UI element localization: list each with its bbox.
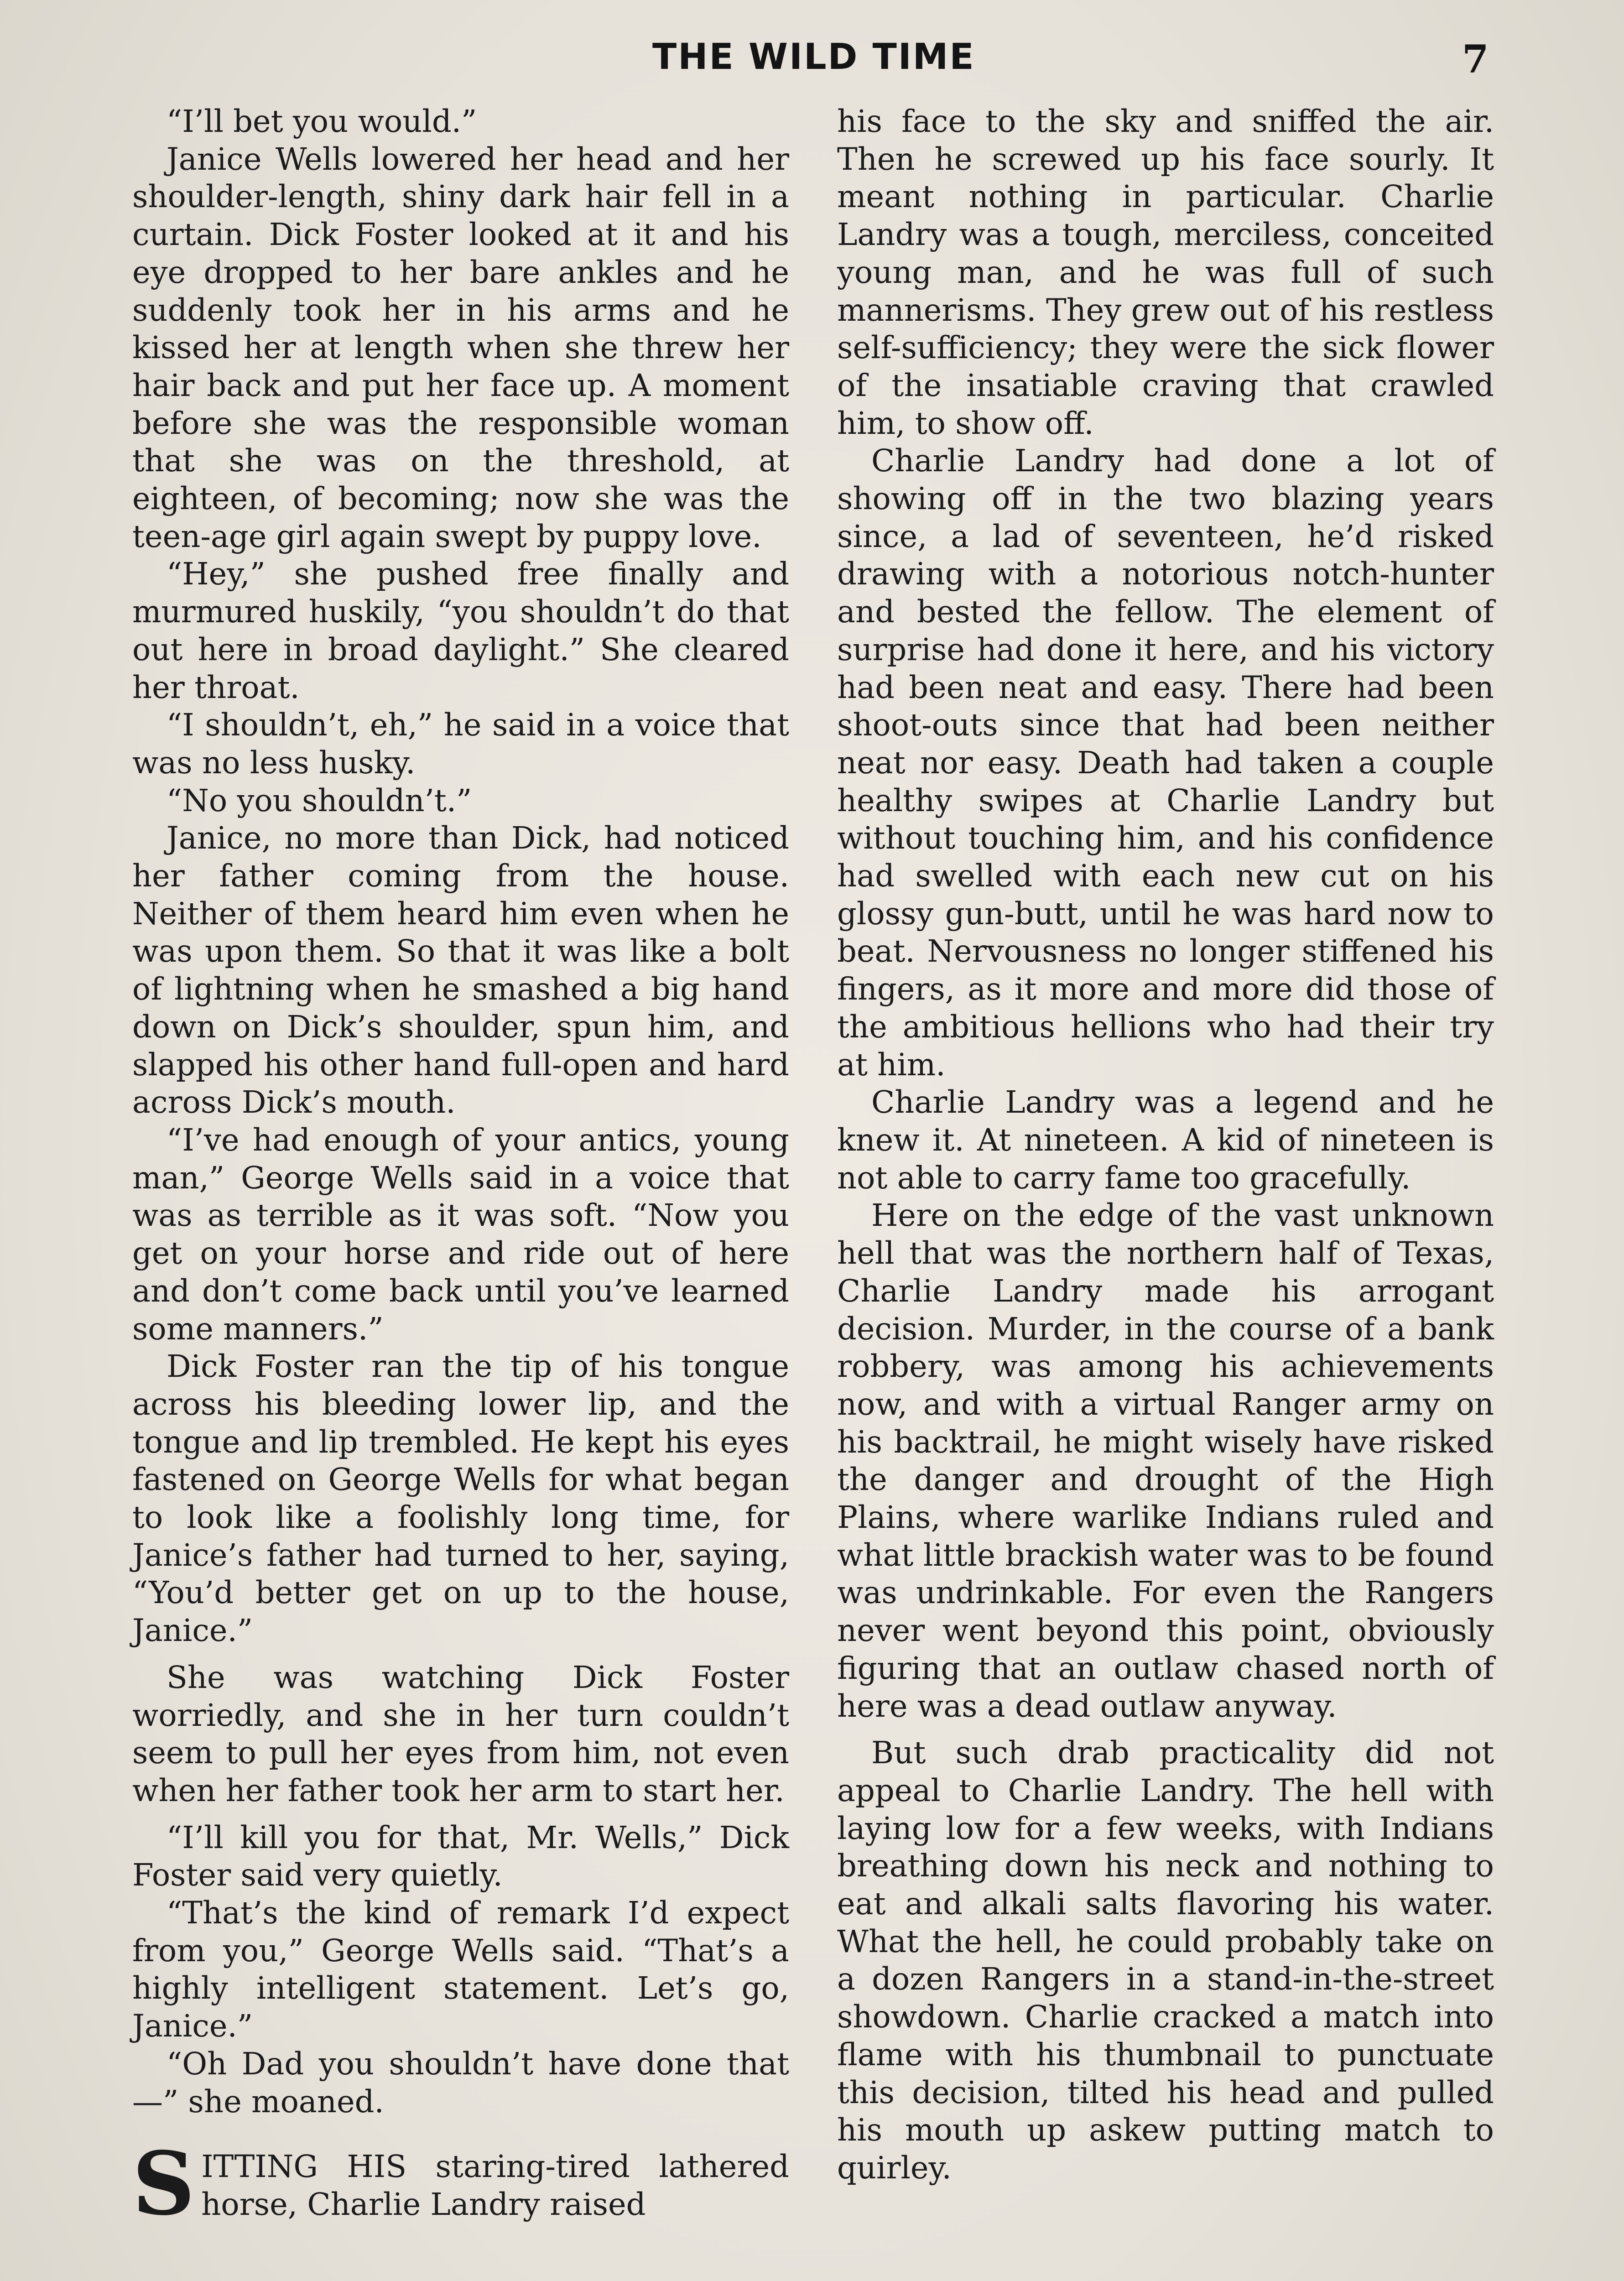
page-number: 7 (1462, 36, 1489, 82)
paragraph: “I’ll kill you for that, Mr. Wells,” Dick Foster said very quietly. (132, 1819, 789, 1893)
paragraph: Here on the edge of the vast unknown hell that was the northern half of Texas, Charlie Landry made his arrogant decision. Murder, in the course of a bank robbery, was among his achievements now, and with a virtual Ranger army on his backtrail, he might wisely have risked the danger and drought of the High Plains, where warlike Indians ruled and what little brackish water was to be found was undrinkable. For even the Rangers never went beyond this point, obviously figuring that an outlaw chased north of here was a dead outlaw anyway. (837, 1198, 1494, 1724)
section-opening-paragraph (132, 2133, 789, 2235)
paragraph: But such drab practicality did not appeal to Charlie Landry. The hell with laying low for a few weeks, with Indians breathing down his neck and nothing to eat and alkali salts flavoring his water. What the hell, he could probably take on a dozen Rangers in a stand-in-the-street showdown. Charlie cracked a match into flame with his thumbnail to punctuate this decision, tilted his head and pulled his mouth up askew putting match to quirley. (837, 1735, 1494, 2186)
left-column (132, 103, 789, 2235)
running-title: THE WILD TIME (652, 36, 975, 78)
paragraph: Charlie Landry had done a lot of showing off in the two blazing years since, a lad of seventeen, he’d risked drawing with a notorious notch-hunter and bested the fellow. The element of surprise had done it here, and his victory had been neat and easy. There had been shoot-outs since that had been neither neat nor easy. Death had taken a couple healthy swipes at Charlie Landry but without touching him, and his confidence had swelled with each new cut on his glossy gun-butt, until he was hard now to beat. Nervousness no longer stiffened his fingers, as it more and more did those of the ambitious hellions who had their try at him. (837, 443, 1494, 1083)
paragraph: “No you shouldn’t.” (167, 782, 472, 818)
paragraph: She was watching Dick Foster worriedly, and she in her turn couldn’t seem to pull her eyes from him, not even when her father took her arm to start her. (132, 1659, 789, 1808)
paragraph: “That’s the kind of remark I’d expect from you,” George Wells said. “That’s a highly intelligent statement. Let’s go, Janice.” (132, 1895, 789, 2044)
right-column (837, 103, 1494, 2187)
paragraph: “Hey,” she pushed free finally and murmured huskily, “you shouldn’t do that out here in broad daylight.” She cleared her throat. (132, 556, 789, 705)
small-caps-lead: ITTING HIS (201, 2149, 407, 2185)
paragraph: his face to the sky and sniffed the air. Then he screwed up his face sourly. It meant nothing in particular. Charlie Landry was a tough, merciless, conceited young man, and he was full of such mannerisms. They grew out of his restless self-sufficiency; they were the sick flower of the insatiable craving that crawled him, to show off. (837, 104, 1494, 441)
paragraph: Dick Foster ran the tip of his tongue across his bleeding lower lip, and the tongue and lip trembled. He kept his eyes fastened on George Wells for what began to look like a foolishly long time, for Janice’s father had turned to her, saying, “You’d better get on up to the house, Janice.” (132, 1349, 789, 1649)
paragraph: “I’ll bet you would.” (167, 104, 477, 139)
paragraph: “I shouldn’t, eh,” he said in a voice that was no less husky. (132, 707, 789, 781)
paragraph: Charlie Landry was a legend and he knew it. At nineteen. A kid of nineteen is not able to carry fame too gracefully. (837, 1084, 1494, 1196)
page-header (0, 36, 1624, 87)
section-opening-text: staring-tired lathered horse, Charlie Landry raised (201, 2149, 789, 2222)
paragraph: Janice, no more than Dick, had noticed her father coming from the house. Neither of them heard him even when he was upon them. So that it was like a bolt of lightning when he smashed a big hand down on Dick’s shoulder, spun him, and slapped his other hand full-open and hard across Dick’s mouth. (132, 820, 789, 1120)
paragraph: Janice Wells lowered her head and her shoulder-length, shiny dark hair fell in a curtain. Dick Foster looked at it and his eye dropped to her bare ankles and he suddenly took her in his arms and he kissed her at length when she threw her hair back and put her face up. A moment before she was the responsible woman that she was on the threshold, at eighteen, of becoming; now she was the teen-age girl again swept by puppy love. (132, 141, 789, 554)
paragraph: “Oh Dad you shouldn’t have done that—” she moaned. (132, 2046, 789, 2120)
drop-cap: S (132, 2133, 195, 2235)
paragraph: “I’ve had enough of your antics, young man,” George Wells said in a voice that was as terrible as it was soft. “Now you get on your horse and ride out of here and don’t come back until you’ve learned some manners.” (132, 1122, 789, 1347)
